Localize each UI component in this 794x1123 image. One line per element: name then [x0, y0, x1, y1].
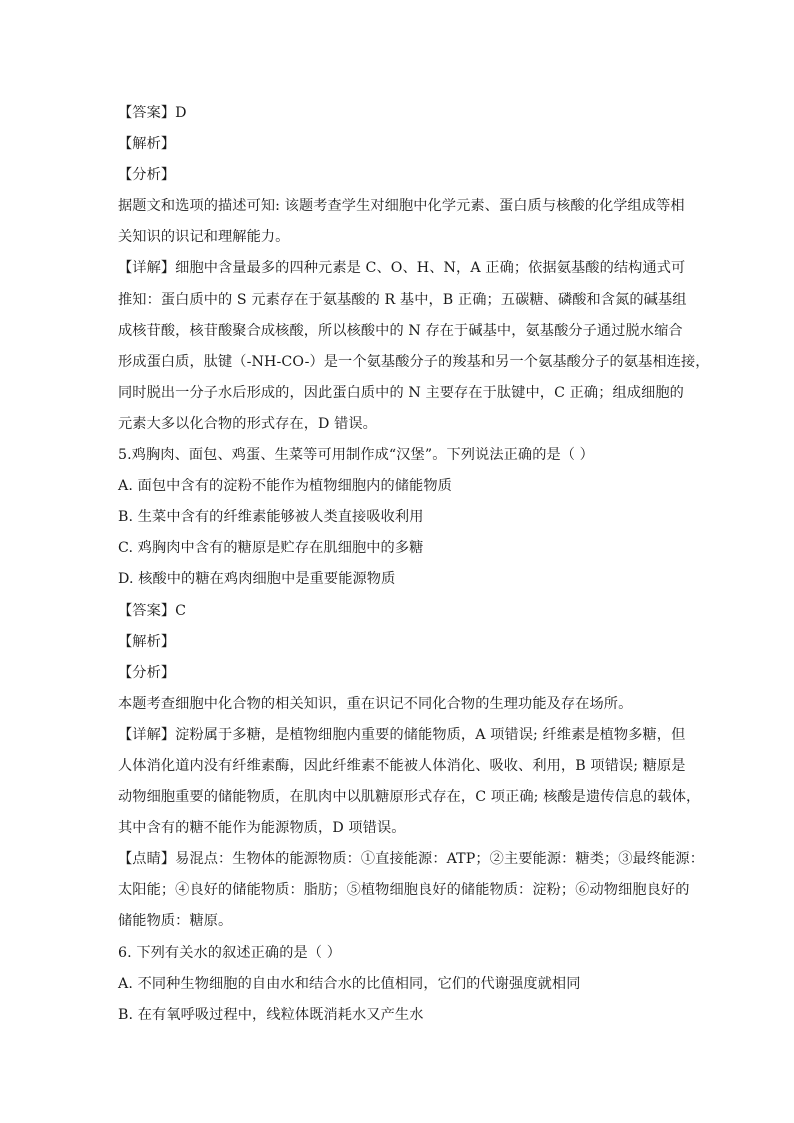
q4-detail-line: 元素大多以化合物的形式存在，D 错误。	[118, 415, 377, 432]
q6-stem: 6. 下列有关水的叙述正确的是（ ）	[118, 944, 341, 961]
q5-detail-line: 人体消化道内没有纤维素酶，因此纤维素不能被人体消化、吸收、利用，B 项错误; 糖原是	[118, 757, 686, 774]
q4-detail-line: 形成蛋白质，肽键（-NH-CO-）是一个氨基酸分子的羧基和另一个氨基酸分子的氨基相连接，	[118, 353, 710, 370]
q5-stem: 5.鸡胸肉、面包、鸡蛋、生菜等可用制作成“汉堡”。下列说法正确的是（ ）	[118, 447, 594, 464]
q4-answer: 【答案】D	[118, 105, 187, 121]
q4-analysis-heading: 【解析】	[118, 136, 176, 153]
q4-detail-line: 推知：蛋白质中的 S 元素存在于氨基酸的 R 基中，B 正确；五碳糖、磷酸和含氮的碱基组	[118, 291, 687, 308]
q6-option-b: B. 在有氧呼吸过程中，线粒体既消耗水又产生水	[118, 1006, 424, 1023]
q5-fenxi-line: 本题考查细胞中化合物的相关知识，重在识记不同化合物的生理功能及存在场所。	[118, 695, 633, 712]
q4-fenxi-heading: 【分析】	[118, 167, 176, 184]
document-page	[118, 98, 710, 1031]
q5-option-b: B. 生菜中含有的纤维素能够被人类直接吸收利用	[118, 509, 424, 526]
q4-fenxi-line: 据题文和选项的描述可知: 该题考查学生对细胞中化学元素、蛋白质与核酸的化学组成等相	[118, 198, 685, 215]
q5-analysis-heading: 【解析】	[118, 633, 176, 650]
q5-option-d: D. 核酸中的糖在鸡肉细胞中是重要能源物质	[118, 571, 396, 588]
q4-fenxi-line: 关知识的识记和理解能力。	[118, 229, 290, 246]
q5-answer: 【答案】C	[118, 602, 187, 619]
q5-detail-line: 动物细胞重要的储能物质，在肌肉中以肌糖原形式存在，C 项正确; 核酸是遗传信息的载体，	[118, 789, 701, 806]
q4-detail-line: 同时脱出一分子水后形成的，因此蛋白质中的 N 主要存在于肽键中，C 正确；组成细胞的	[118, 384, 684, 401]
q5-tip-line: 储能物质：糖原。	[118, 913, 233, 930]
q5-option-c: C. 鸡胸肉中含有的糖原是贮存在肌细胞中的多糖	[118, 540, 424, 557]
q6-option-a: A. 不同种生物细胞的自由水和结合水的比值相同，它们的代谢强度就相同	[118, 975, 581, 992]
q5-tip-line: 太阳能；④良好的储能物质：脂肪；⑤植物细胞良好的储能物质：淀粉；⑥动物细胞良好的	[118, 882, 690, 899]
q5-detail-line: 【详解】淀粉属于多糖，是植物细胞内重要的储能物质，A 项错误; 纤维素是植物多糖，但	[118, 726, 686, 743]
q4-detail-line: 成核苷酸，核苷酸聚合成核酸，所以核酸中的 N 存在于碱基中，氨基酸分子通过脱水缩合	[118, 322, 683, 339]
q5-option-a: A. 面包中含有的淀粉不能作为植物细胞内的储能物质	[118, 478, 452, 495]
q5-detail-line: 其中含有的糖不能作为能源物质，D 项错误。	[118, 820, 406, 837]
q5-fenxi-heading: 【分析】	[118, 664, 176, 681]
q4-detail-line: 【详解】细胞中含量最多的四种元素是 C、O、H、N，A 正确；依据氨基酸的结构通式可	[118, 260, 686, 277]
q5-tip-line: 【点睛】易混点：生物体的能源物质：①直接能源：ATP；②主要能源：糖类；③最终能源：	[118, 851, 704, 868]
